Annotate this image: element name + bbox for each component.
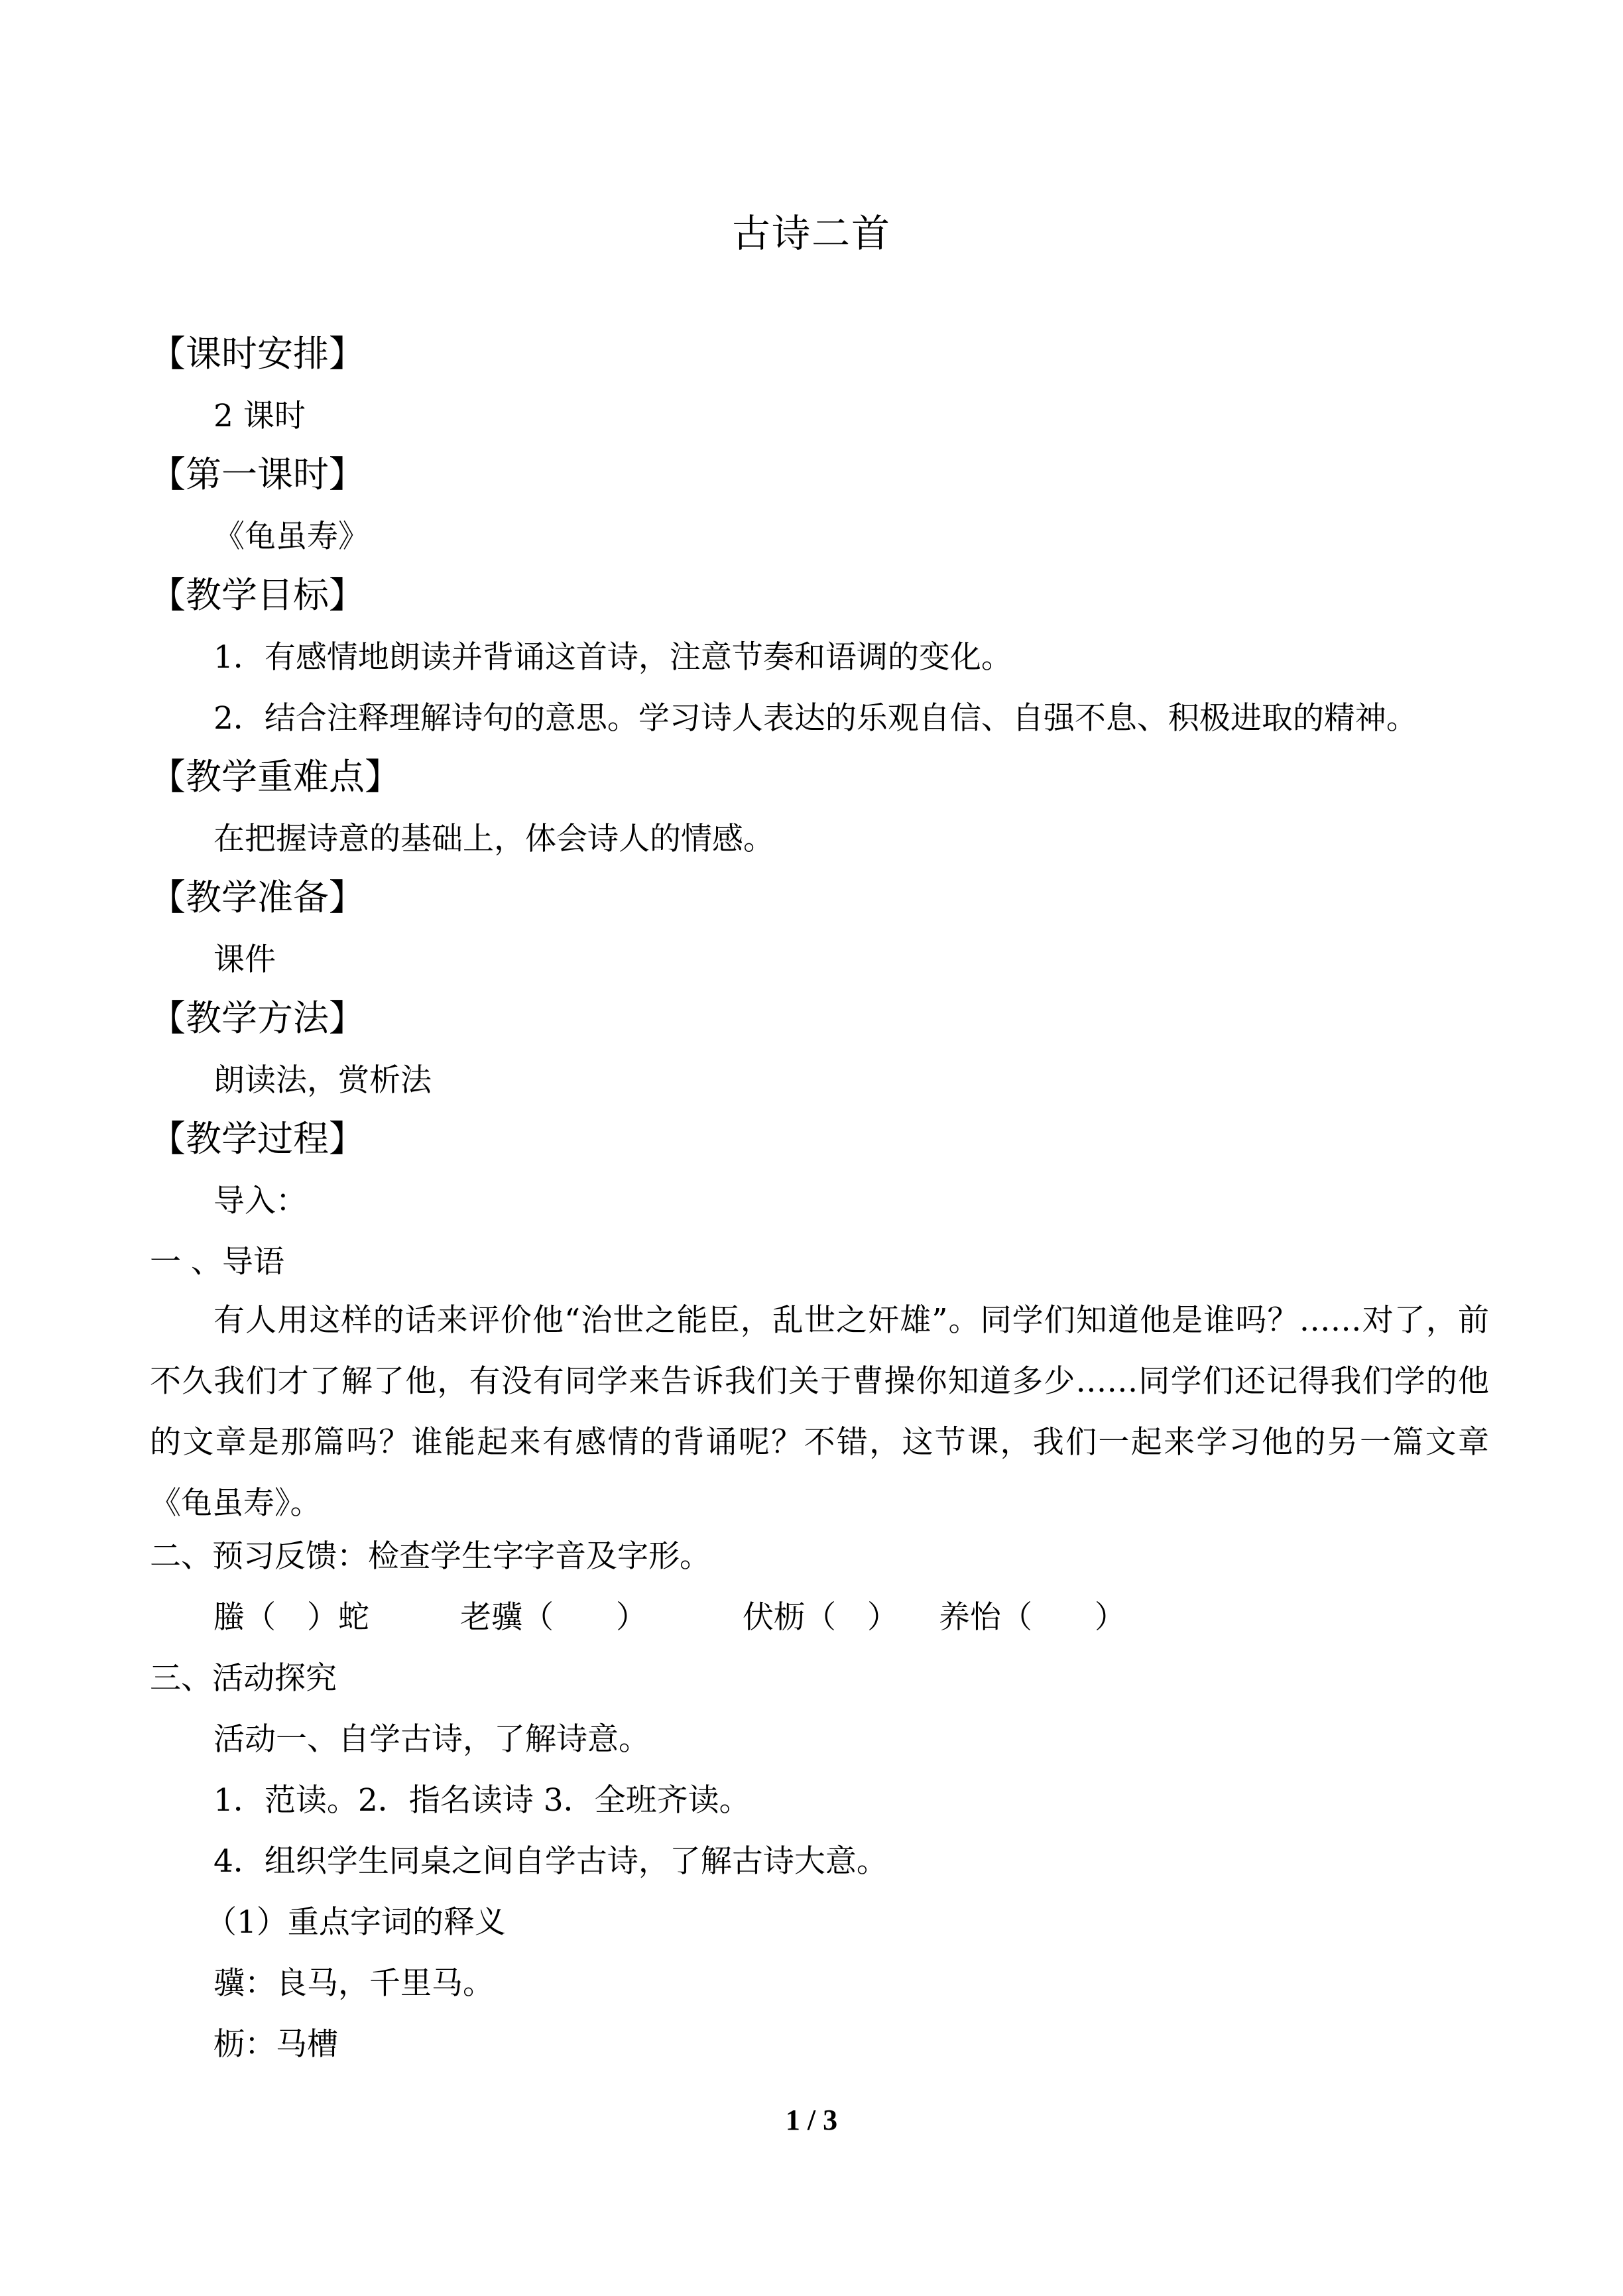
blank-item-1: 螣（ ）蛇 [213,1599,369,1636]
blank-item-2: 老骥（ ） [460,1599,647,1636]
section-heading-schedule: 【课时安排】 [150,333,365,375]
preparation-text: 课件 [213,941,276,978]
process-step-2: 二、预习反馈：检查学生字字音及字形。 [150,1538,711,1575]
intro-paragraph: 有人用这样的话来评价他“治世之能臣，乱世之奸雄”。同学们知道他是谁吗？……对了，前不久我们才了解了他，有没有同学来告诉我们关于曹操你知道多少……同学们还记得我们学的他的文章是那篇吗？谁能起来有感情的背诵呢？不错，这节课，我们一起来学习他的另一篇文章《龟虽寿》。 [150,1302,1489,1522]
key-points-text: 在把握诗意的基础上，体会诗人的情感。 [213,821,774,857]
method-text: 朗读法，赏析法 [213,1062,432,1099]
goal-item-1: 1．有感情地朗读并背诵这首诗，注意节奏和语调的变化。 [213,639,1012,676]
definition-1: 骥：良马，千里马。 [213,1965,494,2002]
section-heading-key-points: 【教学重难点】 [150,756,400,798]
section-heading-process: 【教学过程】 [150,1118,365,1160]
page-number: 1 / 3 [785,2104,838,2136]
schedule-text: 2 课时 [213,398,306,434]
blank-item-4: 养怡（ ） [939,1599,1126,1636]
process-step-3: 三、活动探究 [150,1660,337,1697]
definition-2: 枥：马槽 [213,2026,338,2063]
goal-item-2: 2．结合注释理解诗句的意思。学习诗人表达的乐观自信、自强不息、积极进取的精神。 [213,700,1417,737]
intro-label: 导入： [213,1183,307,1219]
lesson-text: 《龟虽寿》 [213,518,369,555]
document-title: 古诗二首 [731,211,891,256]
section-heading-lesson: 【第一课时】 [150,453,365,495]
blank-item-3: 伏枥（ ） [743,1599,898,1636]
process-step-1: 一 、导语 [150,1244,284,1280]
activity-1-title: 活动一、自学古诗，了解诗意。 [213,1721,650,1758]
section-heading-goals: 【教学目标】 [150,574,365,616]
activity-1-step-4: 4．组织学生同桌之间自学古诗，了解古诗大意。 [213,1843,888,1880]
sub-item-1: （1）重点字词的释义 [206,1904,506,1941]
section-heading-method: 【教学方法】 [150,997,365,1039]
activity-1-steps: 1．范读。2．指名读诗 3．全班齐读。 [213,1782,751,1819]
section-heading-preparation: 【教学准备】 [150,876,365,918]
